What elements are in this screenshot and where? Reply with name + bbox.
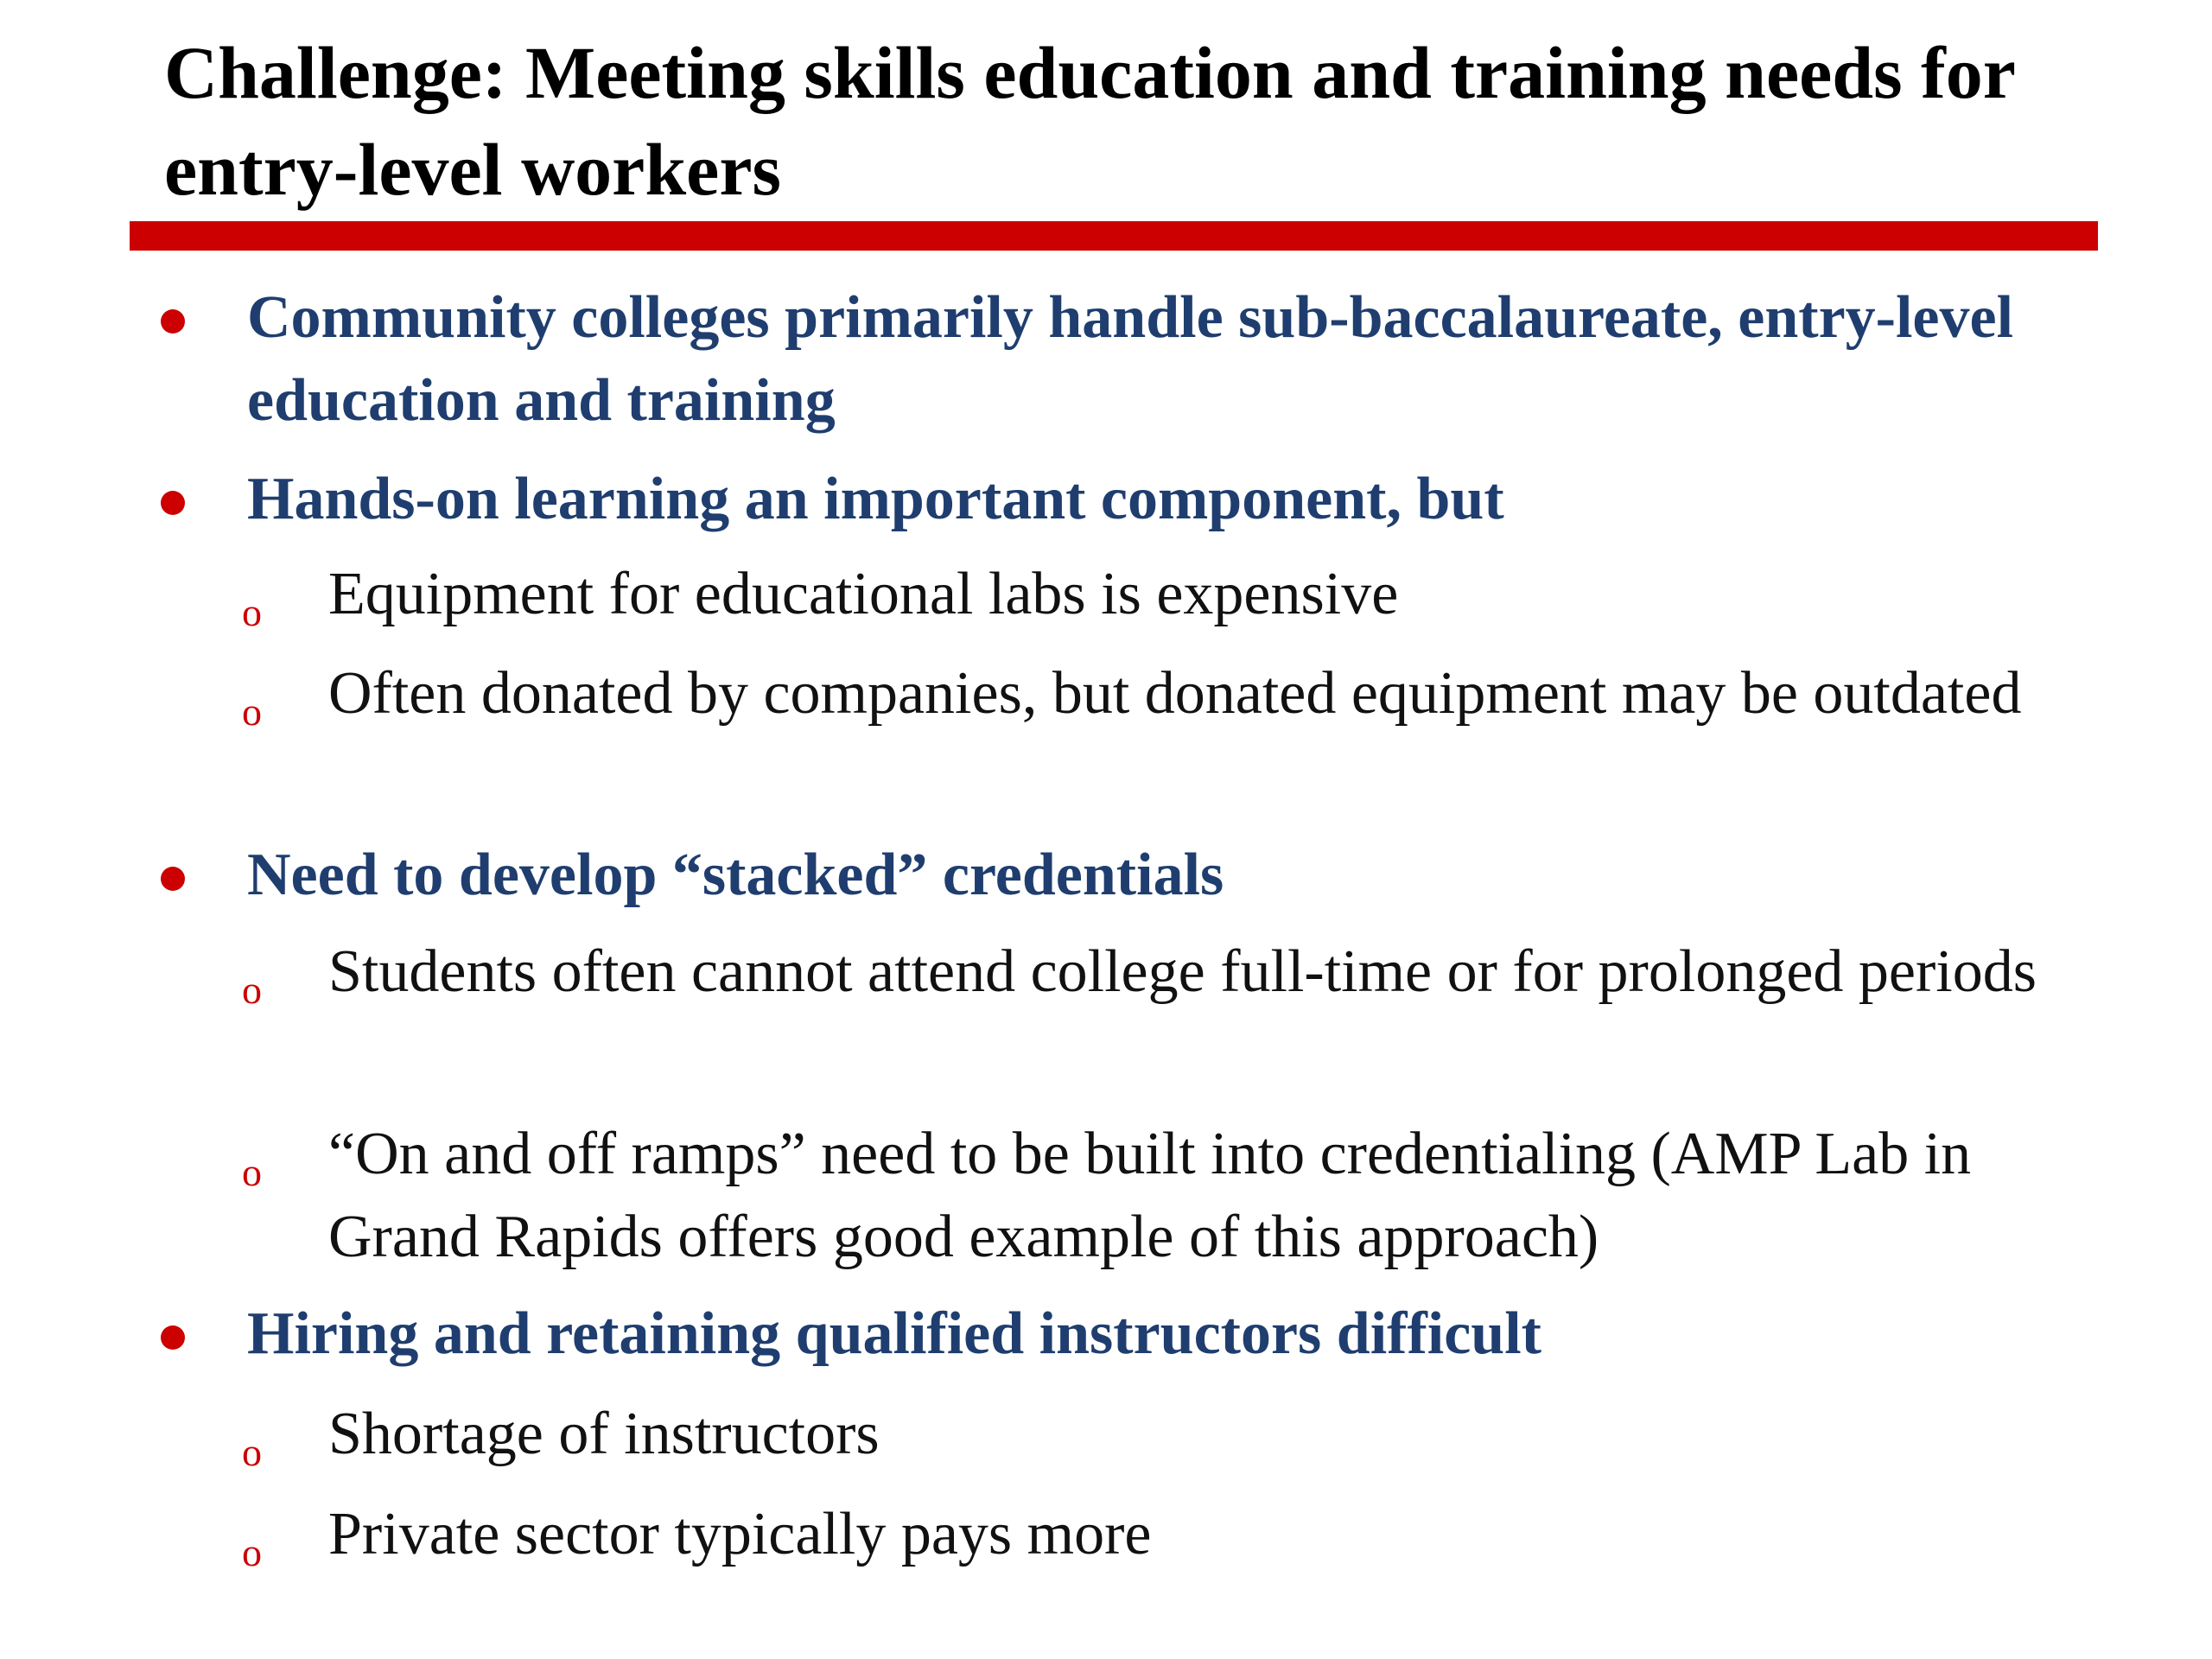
bullet-item xyxy=(161,276,2105,442)
bullet-item xyxy=(161,1293,2105,1376)
sub-bullet-text: Students often cannot attend college full-time or for prolonged periods xyxy=(328,938,2037,1005)
bullet-dot-icon xyxy=(161,1325,185,1350)
bullet-text: Hiring and retaining qualified instructors difficult xyxy=(247,1300,1541,1367)
sub-bullet-item xyxy=(242,931,2100,1014)
bullet-text: Need to develop “stacked” credentials xyxy=(247,842,1224,908)
bullet-dot-icon xyxy=(161,867,185,891)
sub-bullet-icon: o xyxy=(242,968,262,1012)
bullet-text: Community colleges primarily handle sub-baccalaureate, entry-level education and training xyxy=(247,284,2014,434)
sub-bullet-text: Often donated by companies, but donated equipment may be outdated xyxy=(328,660,2022,727)
bullet-item xyxy=(161,834,2105,917)
sub-bullet-icon: o xyxy=(242,1150,262,1194)
bullet-text: Hands-on learning an important component, but xyxy=(247,466,1504,532)
sub-bullet-text: Private sector typically pays more xyxy=(328,1501,1152,1567)
sub-bullet-icon: o xyxy=(242,1530,262,1574)
sub-bullet-item xyxy=(242,1113,2100,1279)
slide-title: Challenge: Meeting skills education and training needs for entry-level workers xyxy=(164,31,2015,211)
sub-bullet-text: Equipment for educational labs is expensive xyxy=(328,561,1399,627)
sub-bullet-icon: o xyxy=(242,690,262,734)
bullet-dot-icon xyxy=(161,309,185,334)
sub-bullet-item xyxy=(242,1393,2100,1476)
sub-bullet-text: Shortage of instructors xyxy=(328,1401,880,1467)
sub-bullet-item xyxy=(242,652,2100,735)
sub-bullet-icon: o xyxy=(242,1430,262,1474)
sub-bullet-text: “On and off ramps” need to be built into credentialing (AMP Lab in Grand Rapids offers good example of this approach) xyxy=(328,1121,1972,1270)
bullet-item xyxy=(161,458,2105,541)
bullet-dot-icon xyxy=(161,491,185,515)
sub-bullet-item xyxy=(242,553,2100,636)
sub-bullet-icon: o xyxy=(242,590,262,634)
sub-bullet-item xyxy=(242,1493,2100,1576)
